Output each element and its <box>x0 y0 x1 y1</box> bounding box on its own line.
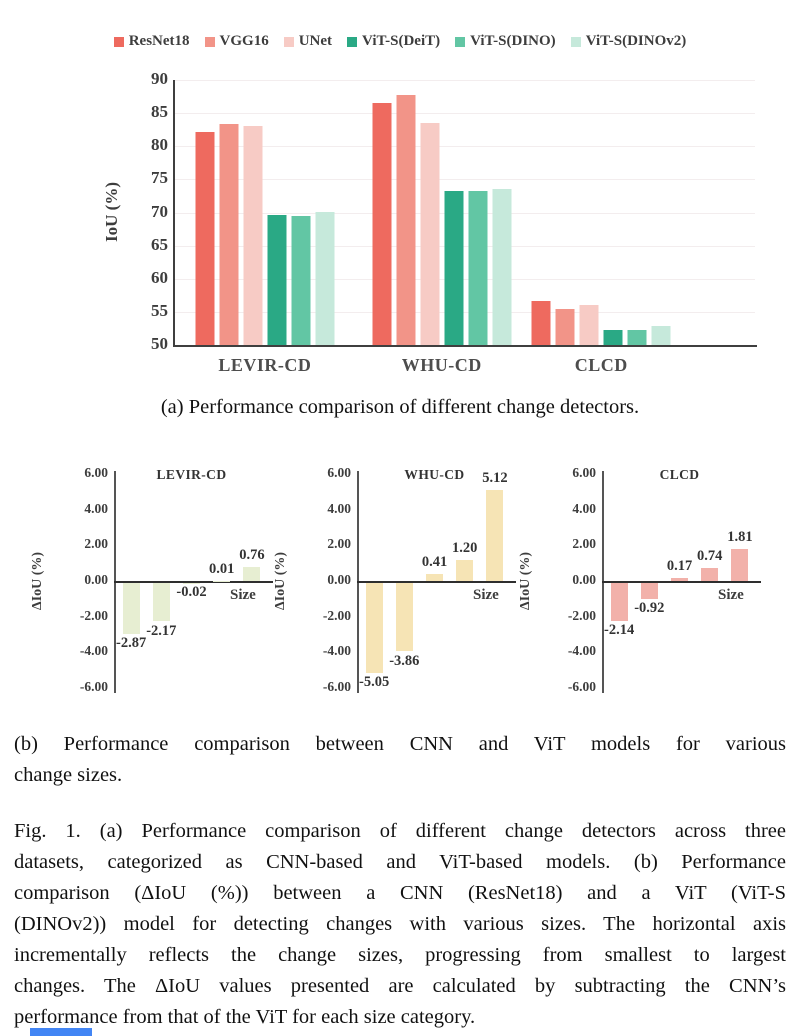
subplot-x-axis-title: Size <box>718 587 744 603</box>
bar-group <box>195 80 334 345</box>
subplot-bar <box>456 560 473 581</box>
legend-swatch-icon <box>455 37 465 47</box>
subplot-y-tick-label: 6.00 <box>572 465 596 480</box>
y-tick-label: 90 <box>151 69 168 88</box>
subplot-value-label: 1.20 <box>452 539 478 556</box>
subplot-bar <box>396 583 413 652</box>
caption-a: (a) Performance comparison of different change detectors. <box>160 396 640 418</box>
chart-legend <box>0 33 800 50</box>
bar-vit-s-dino- <box>468 191 487 345</box>
y-axis-line <box>173 80 175 347</box>
subplot-title: CLCD <box>659 467 700 482</box>
subplot-value-label: 1.81 <box>727 528 753 545</box>
bar-vit-s-dinov2- <box>652 326 671 345</box>
figure-caption-line: changes. The ΔIoU values presented are calculated by subtracting the CNN’s <box>14 975 786 997</box>
y-tick-label: 50 <box>151 334 168 353</box>
subplot-value-label: 0.17 <box>666 557 693 574</box>
subplot-bar <box>426 574 443 581</box>
figure-caption-line: performance from that of the ViT for each size category. <box>14 1006 476 1028</box>
bottom-blue-bar <box>30 1028 92 1036</box>
subplot-y-axis-title: ΔIoU (%) <box>518 551 533 611</box>
subplot-y-tick-label: -2.00 <box>79 607 108 623</box>
legend-swatch-icon <box>571 37 581 47</box>
subplot-bar <box>671 578 688 581</box>
bar-vit-s-deit- <box>267 215 286 346</box>
subplot-value-label: 0.76 <box>239 547 265 564</box>
x-axis-line <box>173 345 757 347</box>
bar-resnet18 <box>532 301 551 345</box>
bar-unet <box>420 123 439 345</box>
y-tick-label: 60 <box>151 267 168 287</box>
bar-resnet18 <box>195 132 214 345</box>
subplot-y-tick-label: 2.00 <box>327 536 351 552</box>
subplot-y-axis-title: ΔIoU (%) <box>273 551 288 611</box>
caption-b <box>14 729 786 791</box>
bar-vgg16 <box>396 95 415 345</box>
bar-vit-s-deit- <box>604 330 623 345</box>
subplot-y-tick-label: -6.00 <box>322 679 351 694</box>
legend-item <box>571 33 687 50</box>
subplot-value-label: -3.86 <box>389 652 420 669</box>
subplot-y-tick-label: 6.00 <box>327 465 351 480</box>
subplot-whu-cd <box>263 455 513 717</box>
subplot-y-tick-label: 2.00 <box>84 536 108 552</box>
figure-caption-line: Fig. 1. (a) Performance comparison of different change detectors across three <box>14 820 786 842</box>
legend-swatch-icon <box>205 37 215 47</box>
subplot-y-tick-label: 0.00 <box>327 572 351 587</box>
bar-vit-s-dinov2- <box>315 212 334 345</box>
subplot-y-tick-label: 4.00 <box>572 500 596 516</box>
subplot-value-label: -0.02 <box>176 584 207 601</box>
y-tick-label: 65 <box>151 234 168 254</box>
subplot-value-label: -2.17 <box>146 622 177 639</box>
bar-vgg16 <box>219 124 238 345</box>
subplot-bar <box>243 567 260 581</box>
y-tick-label: 75 <box>151 168 168 188</box>
bar-resnet18 <box>372 103 391 346</box>
subplot-y-axis-title: ΔIoU (%) <box>30 551 45 611</box>
bar-group <box>532 80 671 345</box>
subplot-x-axis-title: Size <box>230 587 256 603</box>
y-tick-label: 85 <box>151 102 168 122</box>
subplot-title: WHU-CD <box>404 467 465 482</box>
subplot-bar <box>153 583 170 622</box>
subplot-bar <box>611 583 628 621</box>
legend-label: ViT-S(DeiT) <box>362 33 441 49</box>
subplot-bar <box>641 583 658 599</box>
subplot-bar <box>701 568 718 581</box>
subplot-bar <box>486 490 503 581</box>
x-category-label: WHU-CD <box>401 355 482 375</box>
bar-unet <box>580 305 599 345</box>
y-tick-label: 80 <box>151 135 168 155</box>
x-category-label: CLCD <box>574 355 628 375</box>
figure-caption-line: datasets, categorized as CNN-based and ViT-based models. (b) Performance <box>14 851 786 873</box>
figure-caption <box>14 816 786 1033</box>
subplot-y-tick-label: 0.00 <box>84 572 108 587</box>
subplot-bar <box>366 583 383 673</box>
legend-item <box>284 33 332 50</box>
legend-swatch-icon <box>114 37 124 47</box>
subplot-y-tick-label: -4.00 <box>322 643 351 659</box>
subplot-value-label: -2.87 <box>115 635 147 652</box>
subplot-y-tick-label: 4.00 <box>327 500 351 516</box>
subplot-y-tick-label: -6.00 <box>567 679 596 694</box>
y-axis-title: IoU (%) <box>102 182 121 242</box>
legend-item <box>347 33 440 50</box>
subplot-bar <box>123 583 140 634</box>
subplot-x-axis-title: Size <box>473 587 499 603</box>
legend-swatch-icon <box>284 37 294 47</box>
delta-iou-subplots <box>0 455 800 717</box>
subplot-y-tick-label: -4.00 <box>567 643 596 659</box>
subplot-y-tick-label: -6.00 <box>79 679 108 694</box>
caption-b-line: change sizes. <box>14 764 123 786</box>
subplot-y-tick-label: 0.00 <box>572 572 596 587</box>
bar-unet <box>243 126 262 345</box>
main-chart <box>0 70 800 382</box>
subplot-clcd <box>508 455 758 717</box>
subplot-value-label: 0.01 <box>209 560 235 577</box>
bar-vgg16 <box>556 309 575 345</box>
legend-item <box>114 33 190 50</box>
bar-vit-s-dino- <box>628 330 647 345</box>
bar-vit-s-deit- <box>444 191 463 345</box>
legend-item <box>455 33 556 50</box>
subplot-y-tick-label: 4.00 <box>84 500 108 516</box>
y-tick-label: 55 <box>151 300 168 320</box>
legend-swatch-icon <box>347 37 357 47</box>
subplot-y-tick-label: 6.00 <box>84 465 108 480</box>
y-tick-label: 70 <box>151 201 168 221</box>
bar-vit-s-dino- <box>291 216 310 345</box>
figure-caption-line: incrementally reflects the change sizes, progressing from smallest to largest <box>14 944 786 966</box>
subplot-value-label: -0.92 <box>634 600 665 617</box>
legend-item <box>205 33 269 50</box>
bar-group <box>372 80 511 345</box>
figure-caption-line: (DINOv2)) model for detecting changes with various sizes. The horizontal axis <box>14 913 786 935</box>
subplot-y-tick-label: -2.00 <box>322 607 351 623</box>
legend-label: ResNet18 <box>128 33 190 49</box>
subplot-y-tick-label: -4.00 <box>79 643 108 659</box>
subplot-y-tick-label: -2.00 <box>567 607 596 623</box>
caption-b-line: (b) Performance comparison between CNN and ViT models for various <box>14 733 786 755</box>
subplot-value-label: -2.14 <box>603 622 635 639</box>
subplot-title: LEVIR-CD <box>156 467 227 482</box>
legend-label: ViT-S(DINO) <box>470 33 556 49</box>
legend-label: VGG16 <box>219 33 269 49</box>
x-category-label: LEVIR-CD <box>218 355 312 375</box>
subplot-value-label: 0.74 <box>697 547 723 564</box>
subplot-value-label: -5.05 <box>358 674 390 691</box>
subplot-value-label: 0.41 <box>421 553 448 570</box>
subplot-value-label: 5.12 <box>482 469 508 486</box>
subplot-bar <box>731 549 748 581</box>
legend-label: ViT-S(DINOv2) <box>585 33 687 49</box>
figure-caption-line: comparison (ΔIoU (%)) between a CNN (ResNet18) and a ViT (ViT-S <box>14 882 786 904</box>
subplot-y-tick-label: 2.00 <box>572 536 596 552</box>
subplot-levir-cd <box>20 455 270 717</box>
legend-label: UNet <box>298 33 333 49</box>
bar-vit-s-dinov2- <box>492 189 511 345</box>
